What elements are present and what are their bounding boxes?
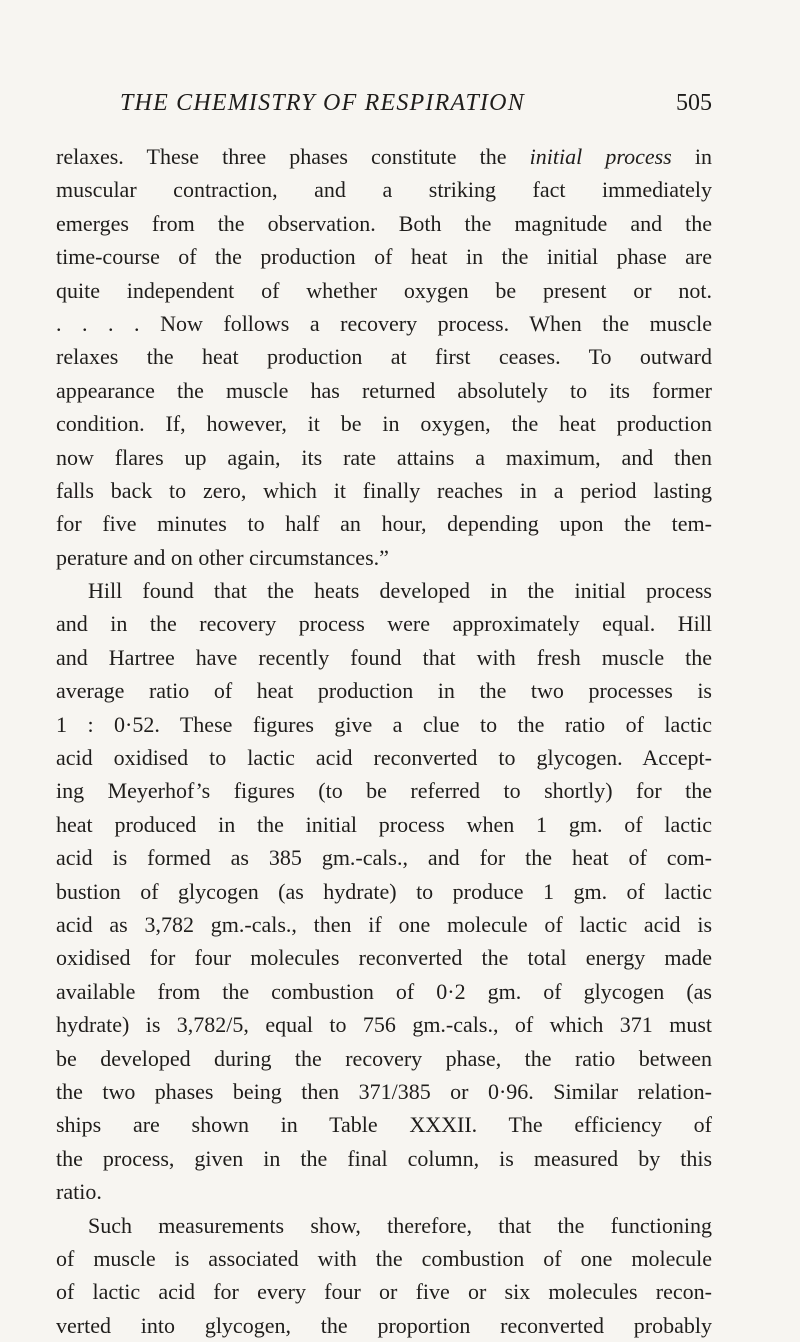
text-line: falls back to zero, which it finally reaches in a period lasting	[56, 477, 712, 503]
italic-phrase: initial process	[529, 144, 672, 169]
text-line: condition. If, however, it be in oxygen, the heat production	[56, 411, 712, 437]
text-line: relaxes the heat production at first ceases. To outward	[56, 344, 712, 370]
text-line: quite independent of whether oxygen be present or not.	[56, 277, 712, 303]
text-line: acid is formed as 385 gm.-cals., and for the heat of com-	[56, 845, 712, 871]
text-line: appearance the muscle has returned absolutely to its former	[56, 377, 712, 403]
text-line: be developed during the recovery phase, the ratio between	[56, 1045, 712, 1071]
text-line: verted into glycogen, the proportion reconverted probably	[56, 1312, 712, 1338]
text-line: and Hartree have recently found that with fresh muscle the	[56, 644, 712, 670]
text-line: oxidised for four molecules reconverted the total energy made	[56, 945, 712, 971]
text-line: 1 : 0·52. These figures give a clue to the ratio of lactic	[56, 711, 712, 737]
paragraph-start: Hill found that the heats developed in the initial process	[88, 578, 712, 604]
text-line: and in the recovery process were approximately equal. Hill	[56, 611, 712, 637]
text-line: now flares up again, its rate attains a maximum, and then	[56, 444, 712, 470]
text-line: muscular contraction, and a striking fact immediately	[56, 177, 712, 203]
running-head	[0, 90, 800, 126]
text-line: relaxes. These three phases constitute the initial process in	[56, 144, 712, 169]
text-line: acid oxidised to lactic acid reconverted to glycogen. Accept-	[56, 745, 712, 771]
text-line: ratio.	[56, 1179, 102, 1205]
text-line: the process, given in the final column, is measured by this	[56, 1145, 712, 1171]
text-line: of muscle is associated with the combustion of one molecule	[56, 1245, 712, 1271]
text-line: for five minutes to half an hour, depending upon the tem-	[56, 511, 712, 537]
text-line: hydrate) is 3,782/5, equal to 756 gm.-cals., of which 371 must	[56, 1012, 712, 1038]
text-line: ing Meyerhof’s figures (to be referred to shortly) for the	[56, 778, 712, 804]
page-number: 505	[676, 90, 712, 116]
text-line: heat produced in the initial process when 1 gm. of lactic	[56, 811, 712, 837]
text-line: average ratio of heat production in the two processes is	[56, 678, 712, 704]
text-line: available from the combustion of 0·2 gm. of glycogen (as	[56, 978, 712, 1004]
text-line: emerges from the observation. Both the magnitude and the	[56, 210, 712, 236]
body-text	[56, 140, 712, 1342]
text-line: . . . . Now follows a recovery process. When the muscle	[56, 310, 712, 336]
running-title: THE CHEMISTRY OF RESPIRATION	[120, 90, 525, 116]
text-line: time-course of the production of heat in the initial phase are	[56, 244, 712, 270]
text-line: of lactic acid for every four or five or six molecules recon-	[56, 1279, 712, 1305]
text-line: the two phases being then 371/385 or 0·96. Similar relation-	[56, 1078, 712, 1104]
text-line: acid as 3,782 gm.-cals., then if one molecule of lactic acid is	[56, 911, 712, 937]
text-line: ships are shown in Table XXXII. The efficiency of	[56, 1112, 712, 1138]
text-line: bustion of glycogen (as hydrate) to produce 1 gm. of lactic	[56, 878, 712, 904]
paragraph-start: Such measurements show, therefore, that the functioning	[88, 1212, 712, 1238]
text-line: perature and on other circumstances.”	[56, 544, 389, 570]
